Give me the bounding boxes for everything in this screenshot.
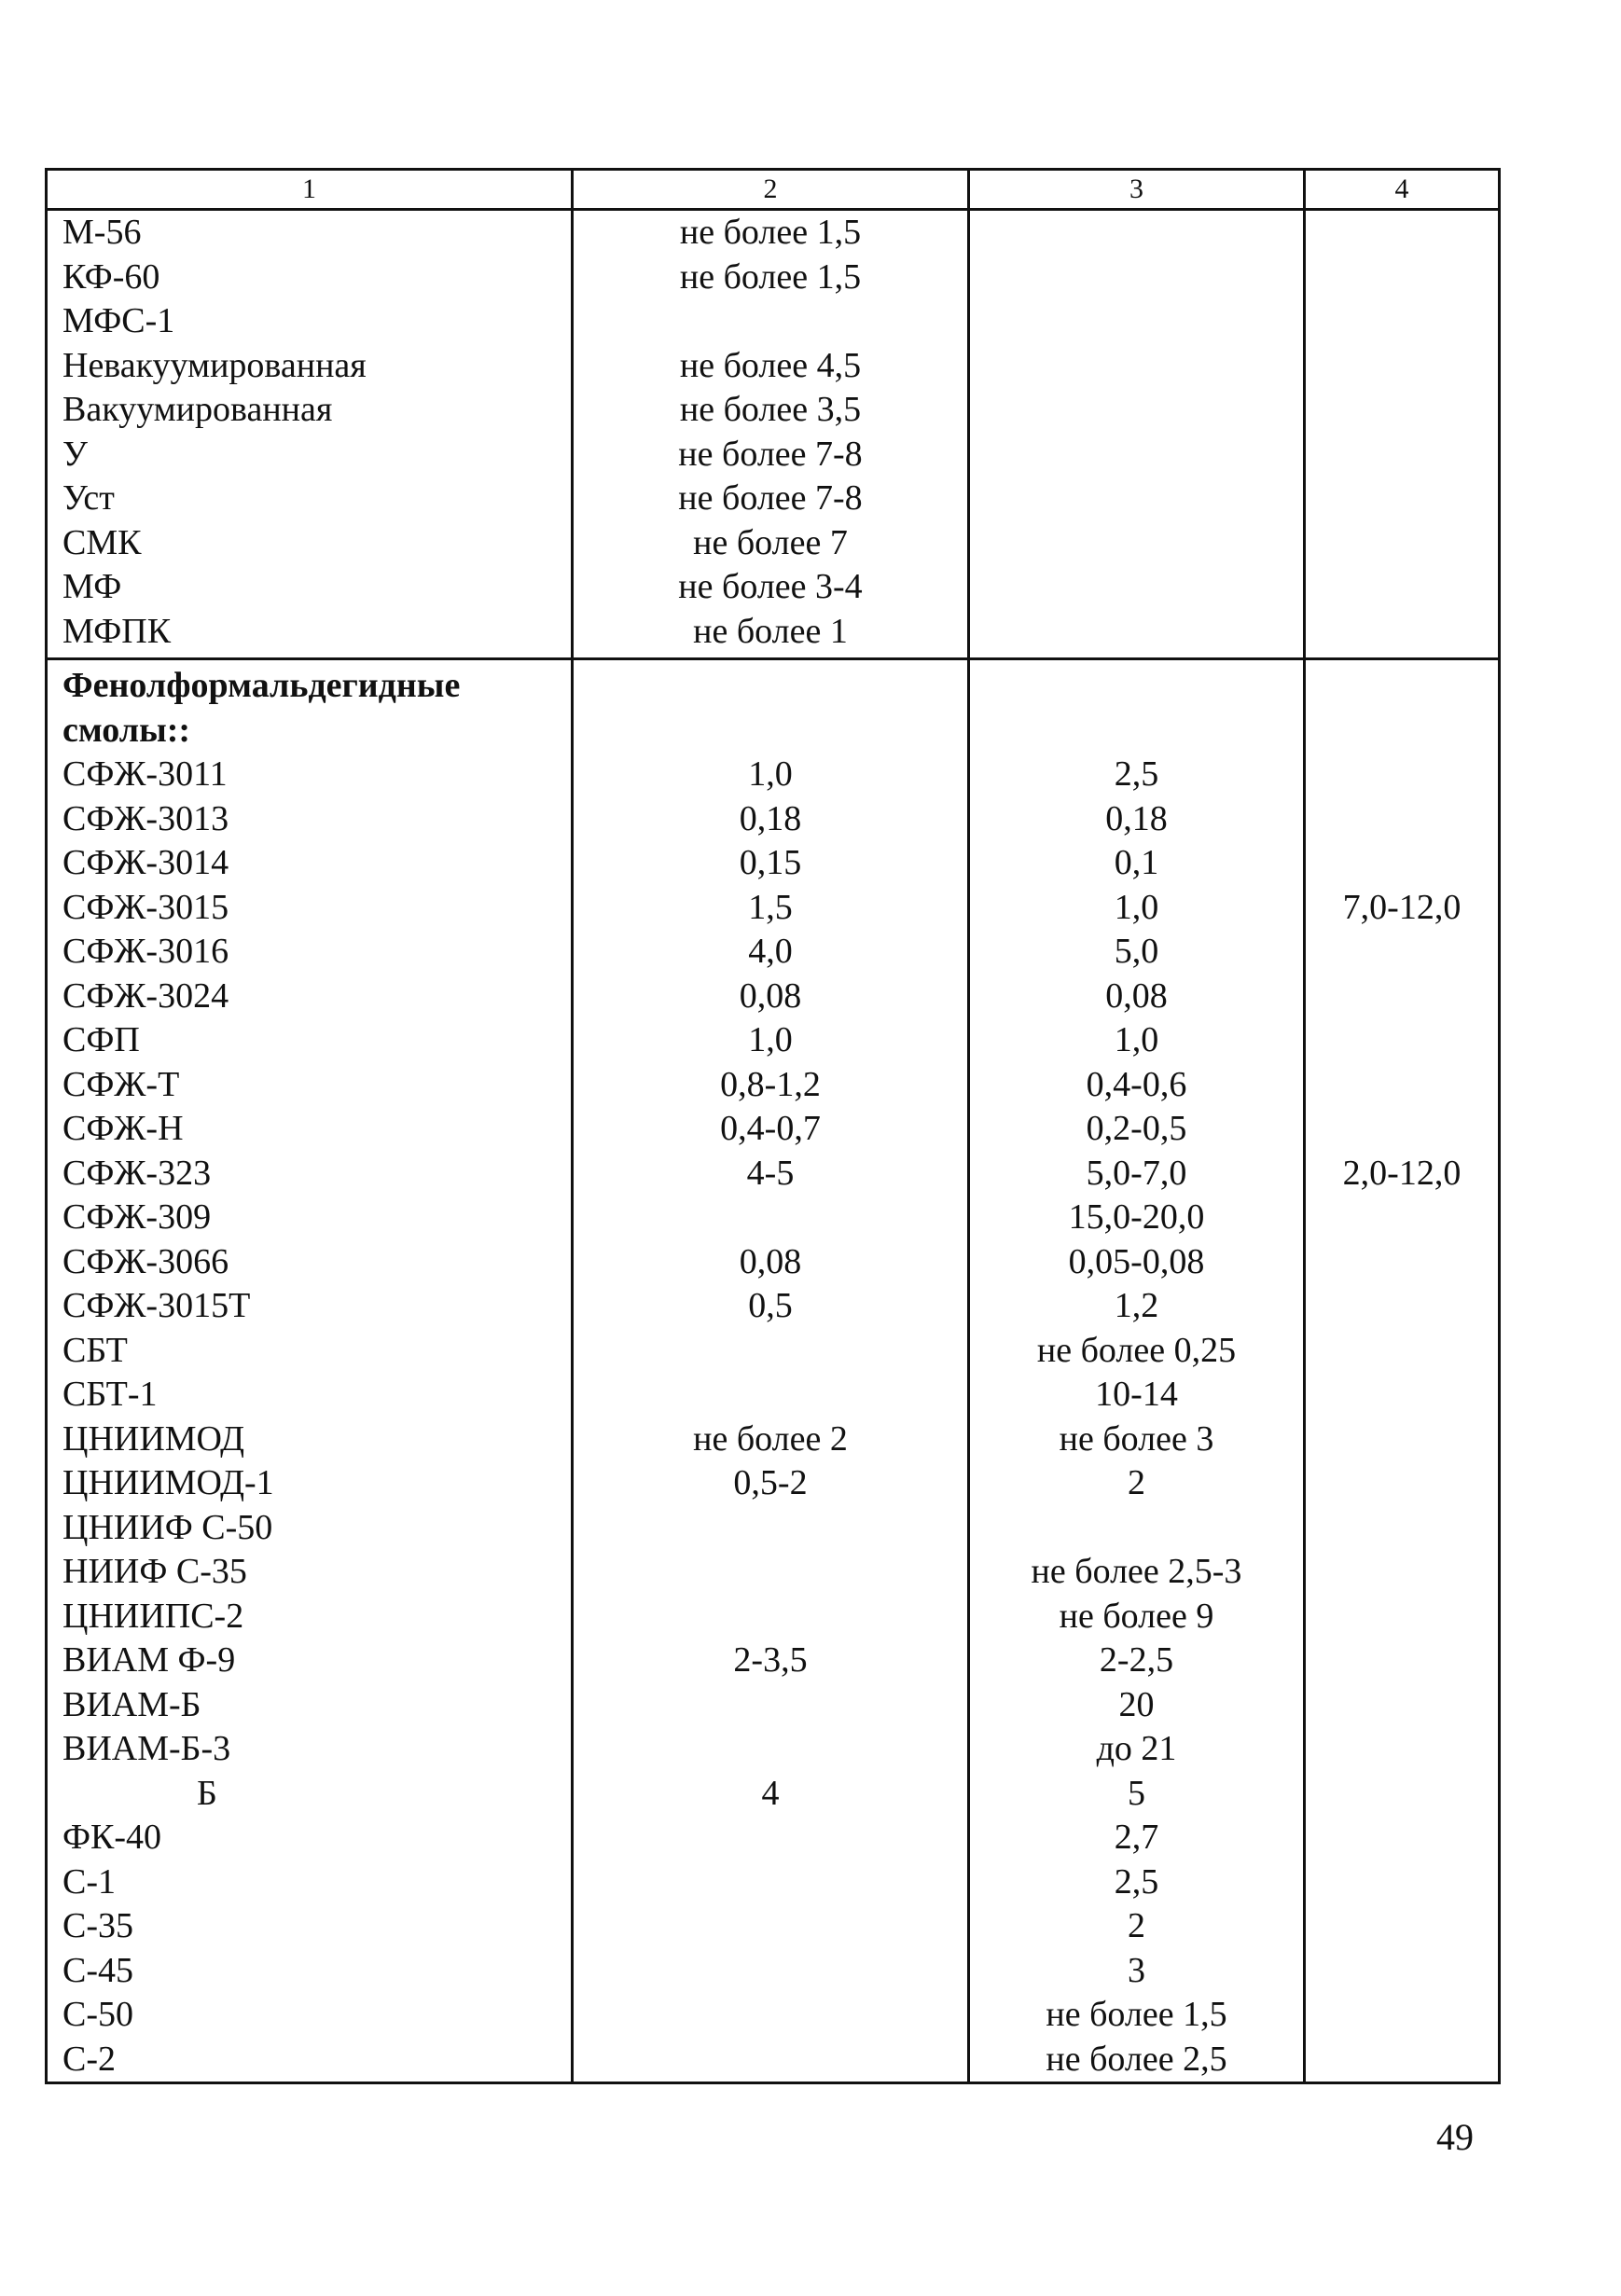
row-value-cell-3: не более 1,5: [969, 1993, 1305, 2038]
row-value-cell-4: [1305, 1727, 1500, 1772]
row-name-cell: ЦНИИФ С-50: [47, 1506, 573, 1551]
row-value-cell-2: [573, 2038, 969, 2083]
table-row: [47, 1418, 1500, 1462]
row-name-cell: СБТ-1: [47, 1373, 573, 1418]
table-row: [47, 1107, 1500, 1152]
table-row: [47, 1727, 1500, 1772]
row-value-cell-4: [1305, 1683, 1500, 1728]
row-value-cell-2: 0,15: [573, 841, 969, 886]
table-row: [47, 930, 1500, 975]
empty-cell: [969, 659, 1305, 709]
row-value-cell-2: не более 2: [573, 1418, 969, 1462]
row-name-cell: СФП: [47, 1018, 573, 1063]
section-title-row: [47, 659, 1500, 709]
table-row: [47, 1373, 1500, 1418]
row-value-cell-4: [1305, 1373, 1500, 1418]
row-value-cell-2: [573, 1860, 969, 1905]
row-value-cell-3: 2: [969, 1904, 1305, 1949]
table-row: [47, 841, 1500, 886]
row-value-cell-3: 0,1: [969, 841, 1305, 886]
row-name-cell: Невакуумированная: [47, 344, 573, 389]
row-value-cell-2: не более 1,5: [573, 210, 969, 256]
row-value-cell-2: 1,0: [573, 753, 969, 797]
row-value-cell-3: 20: [969, 1683, 1305, 1728]
row-value-cell-3: 1,0: [969, 886, 1305, 931]
row-value-cell-2: не более 1: [573, 610, 969, 659]
row-value-cell-4: [1305, 256, 1500, 300]
table-row: [47, 210, 1500, 256]
section-title-row: [47, 709, 1500, 754]
row-value-cell-2: [573, 1373, 969, 1418]
row-value-cell-2: 1,5: [573, 886, 969, 931]
table-row: [47, 797, 1500, 842]
row-name-cell: СБТ: [47, 1329, 573, 1374]
row-name-cell: ЦНИИМОД: [47, 1418, 573, 1462]
row-value-cell-3: 1,0: [969, 1018, 1305, 1063]
header-col-2: 2: [573, 170, 969, 210]
row-name-cell: СФЖ-3016: [47, 930, 573, 975]
table-row: [47, 975, 1500, 1019]
row-value-cell-2: 1,0: [573, 1018, 969, 1063]
row-name-cell: СМК: [47, 521, 573, 566]
row-value-cell-2: [573, 1683, 969, 1728]
row-name-cell: ВИАМ-Б: [47, 1683, 573, 1728]
row-value-cell-2: 0,08: [573, 1240, 969, 1285]
row-value-cell-4: [1305, 610, 1500, 659]
row-value-cell-3: до 21: [969, 1727, 1305, 1772]
empty-cell: [1305, 709, 1500, 754]
table-row: [47, 1904, 1500, 1949]
row-name-cell: ЦНИИМОД-1: [47, 1461, 573, 1506]
row-name-cell: С-45: [47, 1949, 573, 1994]
row-name-cell: ВИАМ-Б-3: [47, 1727, 573, 1772]
row-value-cell-2: [573, 1550, 969, 1595]
row-value-cell-3: [969, 256, 1305, 300]
row-value-cell-2: 0,5-2: [573, 1461, 969, 1506]
row-value-cell-3: [969, 344, 1305, 389]
row-name-cell: М-56: [47, 210, 573, 256]
row-value-cell-4: [1305, 930, 1500, 975]
row-value-cell-3: 0,2-0,5: [969, 1107, 1305, 1152]
row-value-cell-3: 5,0: [969, 930, 1305, 975]
row-value-cell-2: 0,4-0,7: [573, 1107, 969, 1152]
row-value-cell-3: 0,05-0,08: [969, 1240, 1305, 1285]
empty-cell: [969, 709, 1305, 754]
row-value-cell-2: 4: [573, 1772, 969, 1817]
row-value-cell-2: не более 7-8: [573, 477, 969, 521]
table-row: [47, 1196, 1500, 1240]
row-name-cell: ФК-40: [47, 1816, 573, 1860]
row-value-cell-3: 10-14: [969, 1373, 1305, 1418]
row-value-cell-2: 4,0: [573, 930, 969, 975]
row-value-cell-2: 0,18: [573, 797, 969, 842]
row-value-cell-4: [1305, 1196, 1500, 1240]
row-value-cell-2: 0,08: [573, 975, 969, 1019]
row-value-cell-2: не более 3-4: [573, 565, 969, 610]
table-row: [47, 886, 1500, 931]
table-row: [47, 1595, 1500, 1639]
row-name-cell: С-1: [47, 1860, 573, 1905]
row-name-cell: Вакуумированная: [47, 388, 573, 433]
row-value-cell-4: [1305, 1860, 1500, 1905]
row-value-cell-2: [573, 1595, 969, 1639]
table-row: [47, 1683, 1500, 1728]
row-value-cell-4: [1305, 1107, 1500, 1152]
row-value-cell-2: [573, 1727, 969, 1772]
table-row: [47, 433, 1500, 477]
row-value-cell-3: 1,2: [969, 1284, 1305, 1329]
row-value-cell-4: [1305, 433, 1500, 477]
row-value-cell-4: [1305, 1550, 1500, 1595]
row-name-cell: С-35: [47, 1904, 573, 1949]
row-value-cell-4: [1305, 2038, 1500, 2083]
row-value-cell-4: [1305, 1949, 1500, 1994]
row-value-cell-3: 0,4-0,6: [969, 1063, 1305, 1108]
resin-table: [45, 168, 1501, 2084]
row-value-cell-2: не более 7: [573, 521, 969, 566]
resin-table-container: [45, 168, 1498, 2084]
row-value-cell-4: 7,0-12,0: [1305, 886, 1500, 931]
row-name-cell: Уст: [47, 477, 573, 521]
row-value-cell-4: [1305, 1639, 1500, 1683]
row-name-cell: Б: [47, 1772, 573, 1817]
row-value-cell-2: не более 7-8: [573, 433, 969, 477]
row-value-cell-4: [1305, 1461, 1500, 1506]
row-value-cell-3: 2,5: [969, 753, 1305, 797]
row-value-cell-4: [1305, 1240, 1500, 1285]
row-value-cell-3: не более 0,25: [969, 1329, 1305, 1374]
row-value-cell-2: 0,8-1,2: [573, 1063, 969, 1108]
row-name-cell: СФЖ-3013: [47, 797, 573, 842]
header-col-4: 4: [1305, 170, 1500, 210]
row-name-cell: СФЖ-Т: [47, 1063, 573, 1108]
row-value-cell-4: [1305, 1063, 1500, 1108]
row-name-cell: СФЖ-3015Т: [47, 1284, 573, 1329]
row-value-cell-4: [1305, 975, 1500, 1019]
row-value-cell-4: [1305, 1816, 1500, 1860]
row-value-cell-4: [1305, 521, 1500, 566]
row-value-cell-2: [573, 1329, 969, 1374]
row-name-cell: СФЖ-3011: [47, 753, 573, 797]
row-value-cell-3: [969, 433, 1305, 477]
empty-cell: [573, 709, 969, 754]
row-value-cell-4: [1305, 299, 1500, 344]
row-value-cell-4: [1305, 1329, 1500, 1374]
row-name-cell: НИИФ С-35: [47, 1550, 573, 1595]
table-row: [47, 1860, 1500, 1905]
row-value-cell-3: 15,0-20,0: [969, 1196, 1305, 1240]
row-value-cell-4: [1305, 388, 1500, 433]
row-value-cell-3: не более 2,5-3: [969, 1550, 1305, 1595]
table-row: [47, 299, 1500, 344]
row-value-cell-3: [969, 299, 1305, 344]
row-value-cell-2: не более 3,5: [573, 388, 969, 433]
table-row: [47, 1993, 1500, 2038]
row-value-cell-3: не более 3: [969, 1418, 1305, 1462]
table-row: [47, 1329, 1500, 1374]
row-value-cell-4: 2,0-12,0: [1305, 1152, 1500, 1196]
row-value-cell-4: [1305, 1018, 1500, 1063]
row-value-cell-2: [573, 1904, 969, 1949]
table-row: [47, 1240, 1500, 1285]
table-row: [47, 1461, 1500, 1506]
row-value-cell-2: не более 4,5: [573, 344, 969, 389]
row-name-cell: МФ: [47, 565, 573, 610]
row-value-cell-3: [969, 610, 1305, 659]
row-value-cell-3: 5,0-7,0: [969, 1152, 1305, 1196]
table-row: [47, 1949, 1500, 1994]
row-value-cell-3: [969, 565, 1305, 610]
table-row: [47, 1063, 1500, 1108]
table-header: [47, 170, 1500, 210]
row-value-cell-3: [969, 477, 1305, 521]
row-value-cell-2: 4-5: [573, 1152, 969, 1196]
row-value-cell-4: [1305, 565, 1500, 610]
header-row: [47, 170, 1500, 210]
row-value-cell-2: [573, 1506, 969, 1551]
row-name-cell: МФС-1: [47, 299, 573, 344]
row-name-cell: СФЖ-323: [47, 1152, 573, 1196]
table-row: [47, 610, 1500, 659]
row-value-cell-3: [969, 521, 1305, 566]
row-name-cell: СФЖ-Н: [47, 1107, 573, 1152]
row-value-cell-2: 0,5: [573, 1284, 969, 1329]
table-row: [47, 1284, 1500, 1329]
row-value-cell-2: [573, 299, 969, 344]
row-value-cell-3: [969, 210, 1305, 256]
row-value-cell-3: [969, 388, 1305, 433]
row-value-cell-3: 3: [969, 1949, 1305, 1994]
row-value-cell-4: [1305, 477, 1500, 521]
row-name-cell: СФЖ-3015: [47, 886, 573, 931]
row-value-cell-3: 0,08: [969, 975, 1305, 1019]
row-value-cell-3: 2-2,5: [969, 1639, 1305, 1683]
row-value-cell-4: [1305, 797, 1500, 842]
table-row: [47, 1018, 1500, 1063]
section-title: Фенолформальдегидные: [47, 659, 573, 709]
row-value-cell-3: не более 9: [969, 1595, 1305, 1639]
row-value-cell-3: не более 2,5: [969, 2038, 1305, 2083]
table-row: [47, 477, 1500, 521]
header-col-3: 3: [969, 170, 1305, 210]
row-name-cell: КФ-60: [47, 256, 573, 300]
row-value-cell-3: [969, 1506, 1305, 1551]
row-value-cell-4: [1305, 753, 1500, 797]
row-value-cell-2: [573, 1949, 969, 1994]
row-name-cell: ВИАМ Ф-9: [47, 1639, 573, 1683]
row-value-cell-4: [1305, 344, 1500, 389]
row-value-cell-4: [1305, 1506, 1500, 1551]
row-name-cell: С-50: [47, 1993, 573, 2038]
row-value-cell-3: 0,18: [969, 797, 1305, 842]
row-value-cell-4: [1305, 1993, 1500, 2038]
row-name-cell: СФЖ-3066: [47, 1240, 573, 1285]
row-value-cell-4: [1305, 1772, 1500, 1817]
table-row: [47, 753, 1500, 797]
table-row: [47, 1772, 1500, 1817]
table-row: [47, 256, 1500, 300]
row-value-cell-4: [1305, 841, 1500, 886]
row-value-cell-4: [1305, 1904, 1500, 1949]
table-row: [47, 2038, 1500, 2083]
row-value-cell-4: [1305, 210, 1500, 256]
row-name-cell: У: [47, 433, 573, 477]
row-name-cell: СФЖ-309: [47, 1196, 573, 1240]
row-value-cell-3: 5: [969, 1772, 1305, 1817]
section-title: смолы::: [47, 709, 573, 754]
row-name-cell: ЦНИИПС-2: [47, 1595, 573, 1639]
table-row: [47, 1639, 1500, 1683]
empty-cell: [1305, 659, 1500, 709]
row-value-cell-3: 2,5: [969, 1860, 1305, 1905]
row-name-cell: СФЖ-3014: [47, 841, 573, 886]
table-row: [47, 388, 1500, 433]
table-row: [47, 344, 1500, 389]
row-value-cell-3: 2,7: [969, 1816, 1305, 1860]
row-name-cell: СФЖ-3024: [47, 975, 573, 1019]
table-row: [47, 1506, 1500, 1551]
empty-cell: [573, 659, 969, 709]
row-name-cell: С-2: [47, 2038, 573, 2083]
table-row: [47, 1816, 1500, 1860]
table-body: [47, 210, 1500, 2083]
row-value-cell-2: [573, 1993, 969, 2038]
row-value-cell-2: 2-3,5: [573, 1639, 969, 1683]
header-col-1: 1: [47, 170, 573, 210]
table-row: [47, 521, 1500, 566]
row-name-cell: МФПК: [47, 610, 573, 659]
row-value-cell-2: [573, 1816, 969, 1860]
page-number: 49: [1436, 2116, 1474, 2158]
row-value-cell-4: [1305, 1284, 1500, 1329]
row-value-cell-4: [1305, 1418, 1500, 1462]
table-row: [47, 1152, 1500, 1196]
row-value-cell-2: не более 1,5: [573, 256, 969, 300]
table-row: [47, 565, 1500, 610]
row-value-cell-4: [1305, 1595, 1500, 1639]
row-value-cell-3: 2: [969, 1461, 1305, 1506]
row-value-cell-2: [573, 1196, 969, 1240]
table-row: [47, 1550, 1500, 1595]
